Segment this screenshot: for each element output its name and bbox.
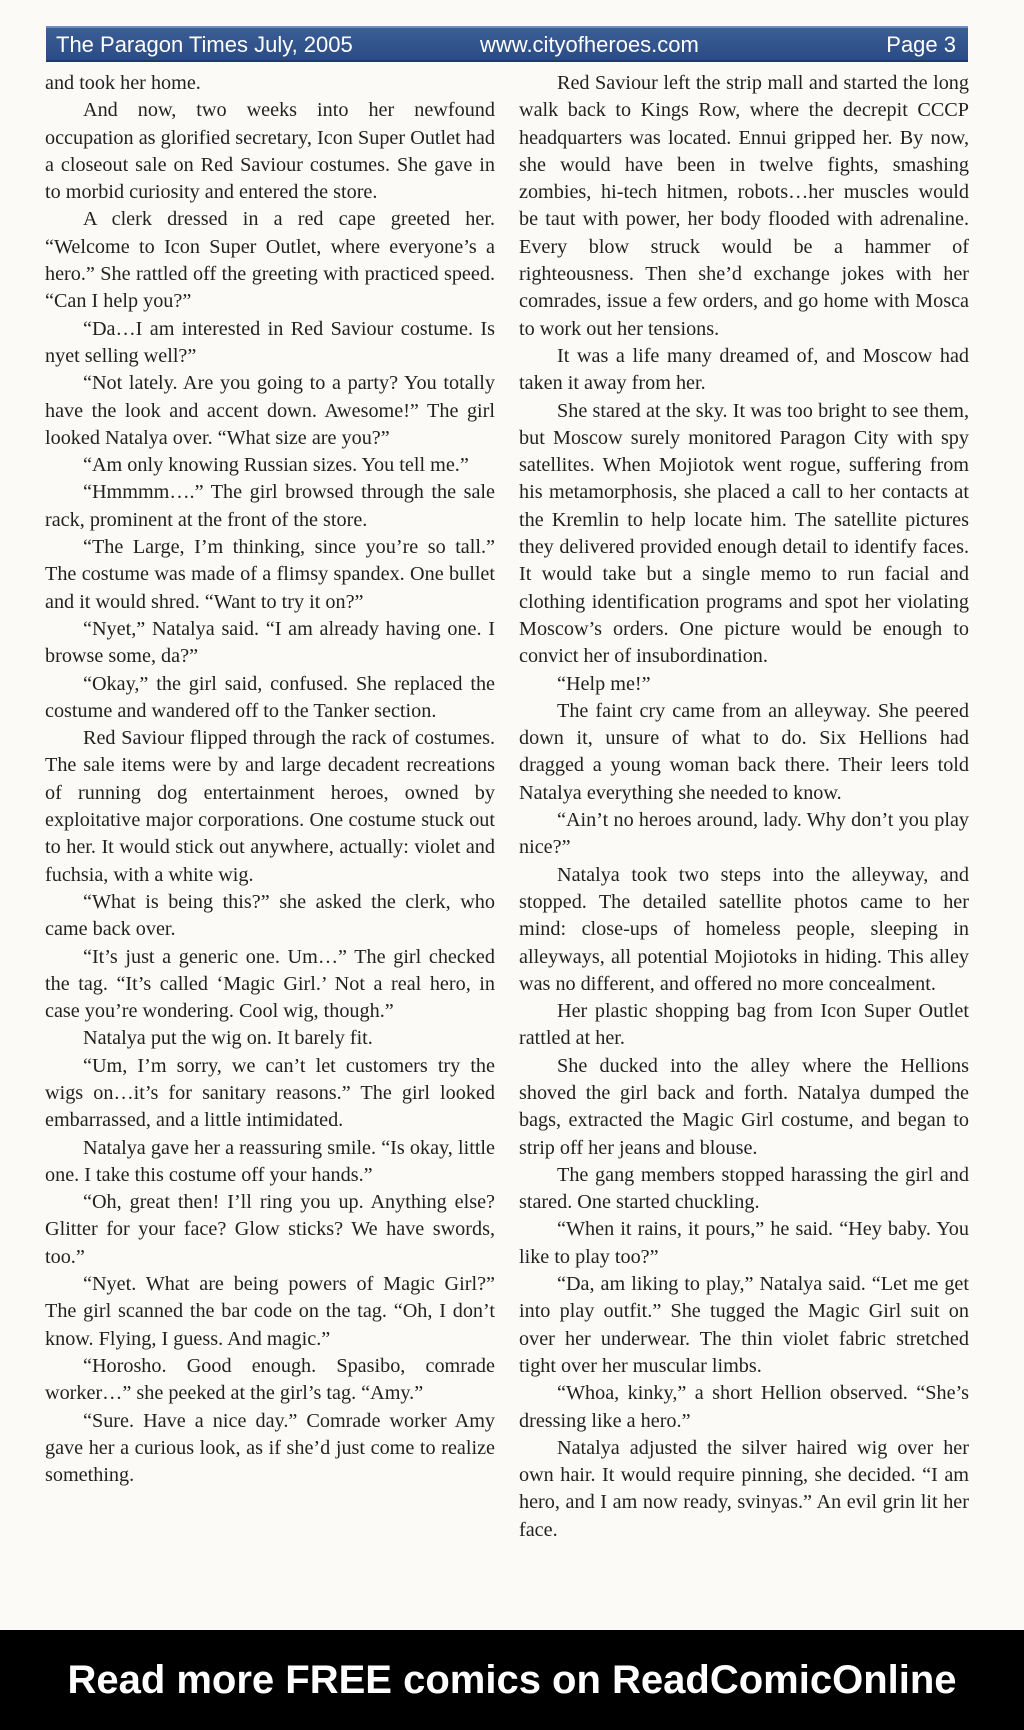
paragraph: The gang members stopped harassing the girl and stared. One started chuckling.: [519, 1163, 969, 1214]
paragraph: “Help me!”: [557, 672, 651, 695]
paragraph: Natalya put the wig on. It barely fit.: [83, 1027, 373, 1050]
paragraph: A clerk dressed in a red cape greeted her. “Welcome to Icon Super Outlet, where everyone’s a hero.” She rattled off the greeting with practiced speed. “Can I help you?”: [45, 208, 495, 313]
paragraph: and took her home.: [45, 72, 201, 94]
paragraph: “Nyet,” Natalya said. “I am already having one. I browse some, da?”: [45, 617, 495, 668]
paragraph: Red Saviour flipped through the rack of costumes. The sale items were by and large decadent recreations of running dog entertainment heroes, owned by exploitative major corporations. One costume stuck out to her. It would stick out anywhere, actually: violet and fuchsia, with a white wig.: [45, 727, 495, 886]
paragraph: The faint cry came from an alleyway. She peered down it, unsure of what to do. Six Hellions had dragged a young woman back there. Their leers told Natalya everything she needed to know.: [519, 699, 969, 804]
paragraph: She ducked into the alley where the Hellions shoved the girl back and forth. Natalya dumped the bags, extracted the Magic Girl costume, and began to strip off her jeans and blouse.: [519, 1054, 969, 1159]
paragraph: Natalya adjusted the silver haired wig over her own hair. It would require pinning, she decided. “I am hero, and I am now ready, svinyas.” An evil grin lit her face.: [519, 1436, 969, 1541]
paragraph: Natalya took two steps into the alleyway, and stopped. The detailed satellite photos came to her mind: close-ups of homeless people, sleeping in alleyways, all potential Mojiotoks in hiding. This alley was no different, and offered no more concealment.: [519, 863, 969, 995]
paragraph: “Da, am liking to play,” Natalya said. “Let me get into play outfit.” She tugged the Magic Girl suit on over her underwear. The thin violet fabric stretched tight over her muscular limbs.: [519, 1273, 969, 1377]
paragraph: “Okay,” the girl said, confused. She replaced the costume and wandered off to the Tanker section.: [45, 672, 495, 722]
paragraph: “Um, I’m sorry, we can’t let customers try the wigs on…it’s for sanitary reasons.” The girl looked embarrassed, and a little intimidated.: [45, 1054, 495, 1132]
paragraph: “Not lately. Are you going to a party? You totally have the look and accent down. Awesome!” The girl looked Natalya over. “What size are you?”: [45, 372, 495, 449]
paragraph: “The Large, I’m thinking, since you’re so tall.” The costume was made of a flimsy spandex. One bullet and it would shred. “Want to try it on?”: [45, 536, 495, 613]
publication-title: The Paragon Times July, 2005: [56, 32, 353, 57]
paragraph: “Nyet. What are being powers of Magic Girl?” The girl scanned the bar code on the tag. “Oh, I don’t know. Flying, I guess. And magic.”: [45, 1273, 495, 1350]
paragraph: Natalya gave her a reassuring smile. “Is okay, little one. I take this costume off your hands.”: [45, 1136, 495, 1186]
promo-banner[interactable]: [0, 1630, 1024, 1730]
paragraph: She stared at the sky. It was too bright to see them, but Moscow surely monitored Paragon City with spy satellites. When Mojiotok went rogue, suffering from his metamorphosis, she placed a call to her contacts at the Kremlin to help locate him. The satellite pictures they delivered provided enough detail to identify faces. It would take but a single memo to run facial and clothing identification programs and spot her violating Moscow’s orders. One picture would be enough to convict her of insubordination.: [519, 399, 969, 668]
paragraph: “Da…I am interested in Red Saviour costume. Is nyet selling well?”: [45, 317, 495, 367]
paragraph: “When it rains, it pours,” he said. “Hey baby. You like to play too?”: [519, 1218, 969, 1268]
right-column: [519, 70, 969, 1544]
paragraph: “Horosho. Good enough. Spasibo, comrade worker…” she peeked at the girl’s tag. “Amy.”: [45, 1354, 495, 1405]
paragraph: “Whoa, kinky,” a short Hellion observed. “She’s dressing like a hero.”: [519, 1382, 969, 1432]
paragraph: Her plastic shopping bag from Icon Super Outlet rattled at her.: [519, 1000, 969, 1050]
left-column: [45, 70, 495, 1489]
paragraph: Red Saviour left the strip mall and started the long walk back to Kings Row, where the decrepit CCCP headquarters was located. Ennui gripped her. By now, she would have been in twelve fights, smashing zombies, hi-tech hitmen, robots…her muscles would be taut with power, her body flooded with adrenaline. Every blow struck would be a hammer of righteousness. Then she’d exchange jokes with her comrades, issue a few orders, and go home with Mosca to work out her tensions.: [519, 72, 969, 340]
page-number: Page 3: [886, 32, 956, 57]
paragraph: “Hmmmm….” The girl browsed through the sale rack, prominent at the front of the store.: [45, 481, 495, 531]
paragraph: “Oh, great then! I’ll ring you up. Anything else? Glitter for your face? Glow sticks? We have swords, too.”: [45, 1191, 495, 1268]
paragraph: “Ain’t no heroes around, lady. Why don’t you play nice?”: [519, 809, 969, 859]
paragraph: “What is being this?” she asked the clerk, who came back over.: [45, 890, 495, 941]
website-url: www.cityofheroes.com: [480, 32, 699, 57]
page-header-bar: [46, 26, 968, 62]
paragraph: And now, two weeks into her newfound occupation as glorified secretary, Icon Super Outlet had a closeout sale on Red Saviour costumes. She gave in to morbid curiosity and entered the store.: [45, 99, 495, 204]
promo-text[interactable]: Read more FREE comics on ReadComicOnline: [67, 1658, 957, 1702]
paragraph: It was a life many dreamed of, and Moscow had taken it away from her.: [519, 344, 969, 395]
paragraph: “Am only knowing Russian sizes. You tell me.”: [83, 454, 469, 477]
paragraph: “Sure. Have a nice day.” Comrade worker Amy gave her a curious look, as if she’d just come to realize something.: [45, 1409, 495, 1487]
paragraph: “It’s just a generic one. Um…” The girl checked the tag. “It’s called ‘Magic Girl.’ Not a real hero, in case you’re wondering. Cool wig, though.”: [45, 945, 495, 1023]
